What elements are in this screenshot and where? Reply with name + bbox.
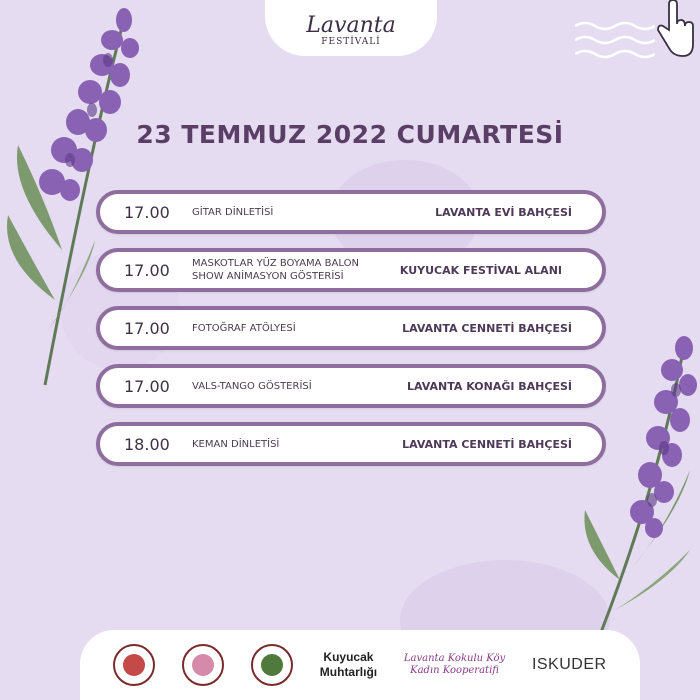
muhtarlik-line2: Muhtarlığı [319, 665, 378, 679]
event-time: 17.00 [124, 260, 170, 280]
pointing-hand-icon [655, 0, 697, 60]
muhtarlik-line1: Kuyucak [323, 650, 374, 664]
schedule-row [96, 422, 606, 466]
event-name: KEMAN DİNLETİSİ [192, 438, 280, 450]
event-place: LAVANTA KONAĞI BAHÇESİ [406, 379, 572, 393]
iskuder-logo: ISKUDER [531, 656, 607, 673]
logo-subtitle: FESTİVALİ [321, 37, 381, 47]
event-time: 17.00 [124, 318, 170, 338]
schedule-row [96, 306, 606, 350]
schedule-row [96, 190, 606, 234]
schedule-row [96, 248, 606, 292]
event-name: MASKOTLAR YÜZ BOYAMA BALON SHOW ANİMASYON GÖSTERİSİ [192, 258, 359, 282]
event-name: FOTOĞRAF ATÖLYESİ [192, 322, 296, 334]
event-time: 17.00 [124, 376, 170, 396]
wave-lines-icon [575, 18, 655, 68]
coop-line2: Kadın Kooperatifi [410, 665, 499, 676]
schedule-list [96, 190, 606, 480]
event-place: KUYUCAK FESTİVAL ALANI [399, 263, 562, 277]
event-place: LAVANTA CENNETİ BAHÇESİ [402, 437, 572, 451]
sponsor-footer [80, 630, 640, 700]
event-time: 17.00 [124, 202, 170, 222]
event-time: 18.00 [124, 434, 170, 454]
festival-logo [265, 0, 437, 56]
logo-script-text: Lavanta [306, 13, 396, 38]
event-name: VALS-TANGO GÖSTERİSİ [192, 380, 312, 392]
sports-club-seal-icon [251, 644, 293, 686]
event-name: GİTAR DİNLETİSİ [192, 206, 274, 218]
coop-line1: Lavanta Kokulu Köy [403, 653, 506, 664]
event-place: LAVANTA CENNETİ BAHÇESİ [402, 321, 572, 335]
cooperative-logo [404, 653, 505, 677]
schedule-row [96, 364, 606, 408]
event-place: LAVANTA EVİ BAHÇESİ [435, 205, 572, 219]
municipality-seal-icon [113, 644, 155, 686]
kaymakamlik-seal-icon [182, 644, 224, 686]
page-title: 23 TEMMUZ 2022 CUMARTESİ [136, 120, 564, 149]
muhtarlik-logo [320, 650, 377, 680]
